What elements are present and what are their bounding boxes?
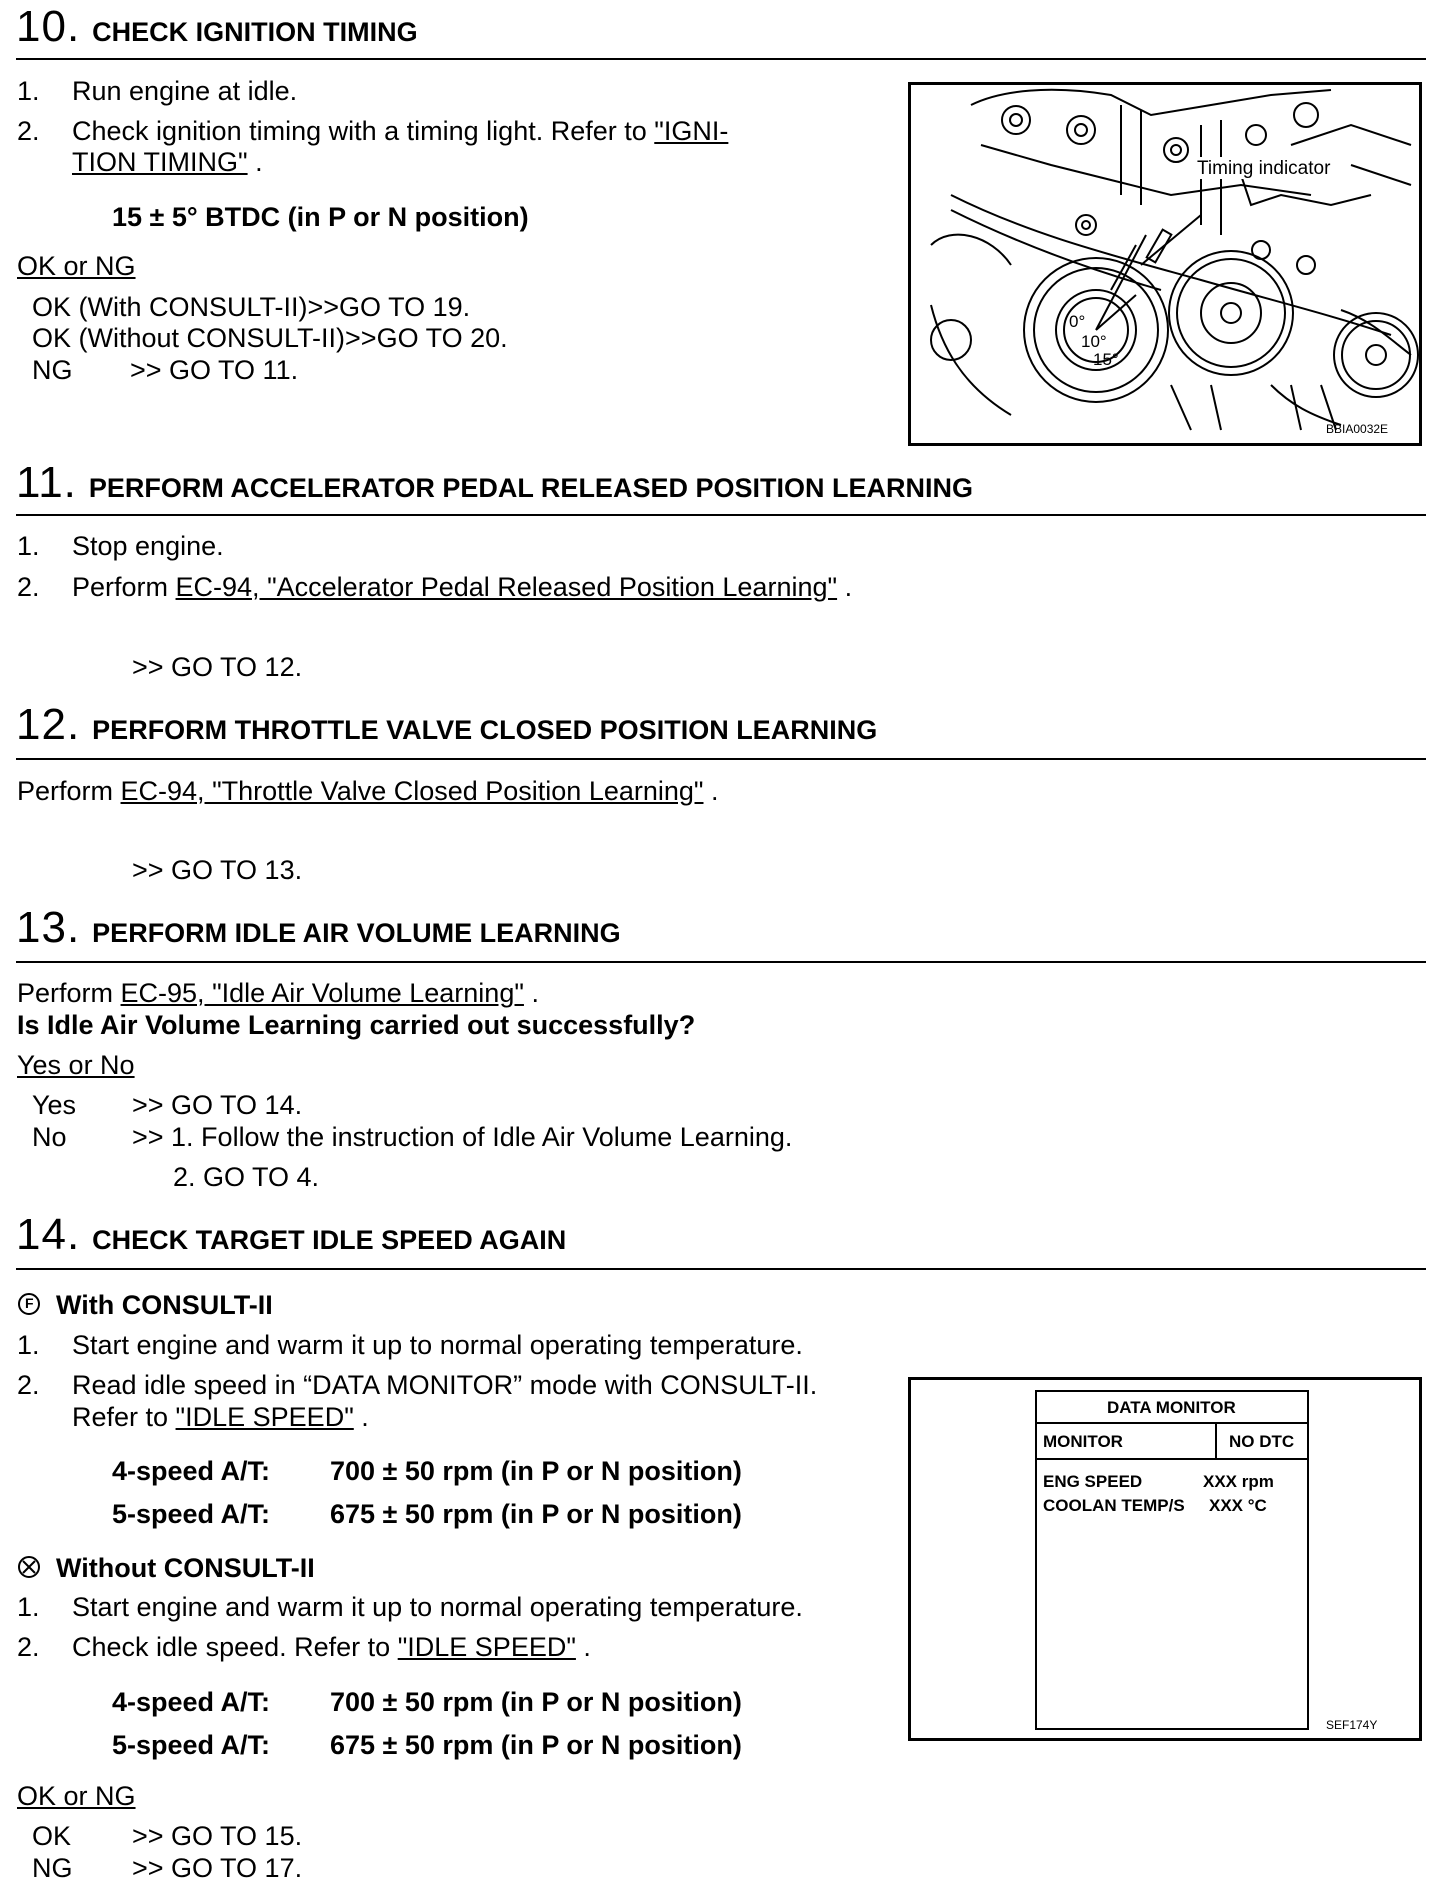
- spec-key: 5-speed A/T:: [112, 1730, 271, 1760]
- goto-line: >> GO TO 13.: [132, 855, 303, 885]
- spec-value: 700 ± 50 rpm (in P or N position): [330, 1456, 742, 1486]
- result-key: Yes: [32, 1090, 77, 1120]
- section-14-heading: [16, 1210, 566, 1260]
- goto-line: >> GO TO 12.: [132, 652, 303, 682]
- step-text-cont: TION TIMING" .: [72, 147, 263, 177]
- idle-air-learning-link[interactable]: EC-95, "Idle Air Volume Learning": [120, 978, 524, 1008]
- spec-value: 15 ± 5° BTDC (in P or N position): [112, 202, 529, 232]
- step-text: Stop engine.: [72, 531, 224, 561]
- without-consult-label: Without CONSULT-II: [56, 1553, 315, 1583]
- section-11-heading: [16, 458, 973, 508]
- result-value-cont: 2. GO TO 4.: [173, 1162, 320, 1192]
- mark-0: 0°: [1069, 312, 1086, 331]
- section-rule: [16, 961, 1426, 963]
- section-number: 11.: [16, 458, 77, 507]
- ok-ng-label: OK or NG: [17, 251, 136, 281]
- section-rule: [16, 514, 1426, 516]
- section-number: 14.: [16, 1210, 81, 1259]
- step-text: Perform EC-94, "Accelerator Pedal Released Position Learning" .: [72, 572, 853, 602]
- ok-ng-label: OK or NG: [17, 1781, 136, 1811]
- body-line: Perform EC-94, "Throttle Valve Closed Position Learning" .: [17, 776, 719, 806]
- section-12-heading: [16, 700, 877, 750]
- figure-code: SEF174Y: [1326, 1718, 1378, 1732]
- section-10-heading: [16, 2, 418, 52]
- result-value: >> 1. Follow the instruction of Idle Air Volume Learning.: [132, 1122, 793, 1152]
- result-value: >> GO TO 14.: [132, 1090, 303, 1120]
- no-dtc-header: NO DTC: [1229, 1432, 1295, 1451]
- section-title: PERFORM THROTTLE VALVE CLOSED POSITION LEARNING: [92, 715, 878, 745]
- section-number: 12.: [16, 700, 81, 749]
- step-text: Read idle speed in “DATA MONITOR” mode with CONSULT-II.: [72, 1370, 818, 1400]
- spec-value: 675 ± 50 rpm (in P or N position): [330, 1730, 742, 1760]
- timing-figure: [908, 82, 1422, 446]
- section-title: CHECK IGNITION TIMING: [92, 17, 418, 47]
- step-text: Start engine and warm it up to normal operating temperature.: [72, 1330, 803, 1360]
- monitor-item-value: XXX rpm: [1203, 1472, 1274, 1491]
- section-rule: [16, 758, 1426, 760]
- result-key: OK: [32, 1821, 72, 1851]
- step-number: 2.: [17, 572, 40, 602]
- throttle-learning-link[interactable]: EC-94, "Throttle Valve Closed Position Learning": [120, 776, 704, 806]
- accelerator-learning-link[interactable]: EC-94, "Accelerator Pedal Released Position Learning": [175, 572, 838, 602]
- mark-10: 10°: [1081, 332, 1107, 351]
- step-number: 2.: [17, 1632, 40, 1662]
- no-consult-icon: [18, 1556, 40, 1578]
- data-monitor-screen: [1035, 1390, 1309, 1730]
- engine-illustration: [911, 85, 1419, 443]
- step-text: Run engine at idle.: [72, 76, 298, 106]
- result-key: No: [32, 1122, 67, 1152]
- step-text: Check idle speed. Refer to "IDLE SPEED" .: [72, 1632, 591, 1662]
- section-title: PERFORM IDLE AIR VOLUME LEARNING: [92, 918, 621, 948]
- section-13-heading: [16, 903, 621, 953]
- timing-indicator-label: Timing indicator: [1197, 158, 1331, 179]
- monitor-item-name: COOLAN TEMP/S: [1043, 1496, 1185, 1515]
- yes-no-label: Yes or No: [17, 1050, 135, 1080]
- mark-15: 15°: [1093, 350, 1119, 369]
- spec-key: 4-speed A/T:: [112, 1687, 271, 1717]
- data-monitor-figure: [908, 1377, 1422, 1741]
- spec-value: 675 ± 50 rpm (in P or N position): [330, 1499, 742, 1529]
- step-number: 1.: [17, 1592, 40, 1622]
- monitor-item-name: ENG SPEED: [1043, 1472, 1143, 1491]
- monitor-item-value: XXX °C: [1209, 1496, 1267, 1515]
- result-value: >> GO TO 15.: [132, 1821, 303, 1851]
- section-number: 13.: [16, 903, 81, 952]
- step-number: 2.: [17, 116, 40, 146]
- step-text-cont: Refer to "IDLE SPEED" .: [72, 1402, 369, 1432]
- step-number: 1.: [17, 531, 40, 561]
- data-monitor-title: DATA MONITOR: [1107, 1398, 1236, 1417]
- figure-code: BBIA0032E: [1326, 422, 1389, 436]
- result-line: OK (Without CONSULT-II)>>GO TO 20.: [32, 323, 508, 353]
- result-value: >> GO TO 17.: [132, 1853, 303, 1883]
- section-number: 10.: [16, 2, 81, 51]
- step-number: 1.: [17, 1330, 40, 1360]
- spec-key: 4-speed A/T:: [112, 1456, 271, 1486]
- ignition-timing-link-cont[interactable]: TION TIMING": [72, 147, 248, 177]
- spec-value: 700 ± 50 rpm (in P or N position): [330, 1687, 742, 1717]
- result-key: NG: [32, 355, 73, 385]
- idle-speed-link[interactable]: "IDLE SPEED": [397, 1632, 576, 1662]
- result-value: >> GO TO 11.: [130, 355, 299, 385]
- step-text: Check ignition timing with a timing light. Refer to "IGNI-: [72, 116, 729, 146]
- question: Is Idle Air Volume Learning carried out successfully?: [17, 1010, 696, 1040]
- idle-speed-link[interactable]: "IDLE SPEED": [175, 1402, 354, 1432]
- section-title: PERFORM ACCELERATOR PEDAL RELEASED POSITION LEARNING: [88, 473, 973, 503]
- consult-icon: F: [18, 1293, 40, 1315]
- section-rule: [16, 1268, 1426, 1270]
- result-line: OK (With CONSULT-II)>>GO TO 19.: [32, 292, 471, 322]
- with-consult-label: With CONSULT-II: [56, 1290, 273, 1320]
- ignition-timing-link[interactable]: "IGNI-: [654, 116, 729, 146]
- body-line: Perform EC-95, "Idle Air Volume Learning" .: [17, 978, 539, 1008]
- monitor-header: MONITOR: [1043, 1432, 1123, 1451]
- result-key: NG: [32, 1853, 73, 1883]
- section-rule: [16, 58, 1426, 60]
- spec-key: 5-speed A/T:: [112, 1499, 271, 1529]
- step-number: 2.: [17, 1370, 40, 1400]
- step-number: 1.: [17, 76, 40, 106]
- section-title: CHECK TARGET IDLE SPEED AGAIN: [92, 1225, 567, 1255]
- step-text: Start engine and warm it up to normal operating temperature.: [72, 1592, 803, 1622]
